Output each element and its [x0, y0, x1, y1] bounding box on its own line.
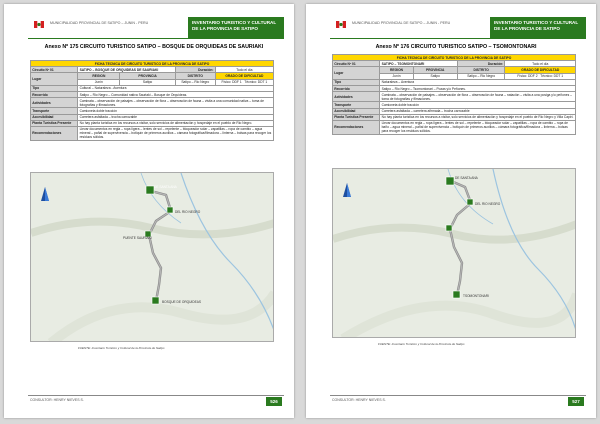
activities-value: Caminata – observación de paisajes – observación de flora – observación de fauna – visita a una comunidad nativa – toma de fotografías y filmaciones.: [78, 98, 274, 108]
accessibility-value: Carretera asfaltada – carretera afirmada – trocha carrozable: [380, 108, 576, 114]
district-value: Satipo – Rio Negro: [175, 79, 215, 85]
route-label: Recorrido: [31, 91, 78, 97]
district-header: DISTRITO: [457, 67, 505, 73]
accessibility-label: Accesibilidad: [31, 114, 78, 120]
type-value: Cultural – Naturaleza - Aventura: [78, 85, 274, 91]
recommendations-value: Llevar documentos en regla – ropa ligera – lentes de sol – repelente – bloqueador solar – zapatillas – ropa de cambio – ropa de baño – agua mineral – pañal de supervivencia – botiquín de primeros auxilios – cámara fotográfica/filmadora – linterna – bolsas para recoger los residuos sólidos.: [380, 120, 576, 134]
map-source-caption: FUENTE: Inventario Turístico y Cultural de la Provincia de Satipo: [378, 342, 465, 346]
tourist-plant-value: No hay planta turística en los recursos a visitar, solo servicios de alimentación y hospedaje en el pueblo de Rio Negro.: [78, 120, 274, 126]
municipality-name: MUNICIPALIDAD PROVINCIAL DE SATIPO – JUNIN - PERU: [50, 21, 149, 25]
transport-label: Transporte: [333, 102, 380, 108]
type-label: Tipo: [333, 79, 380, 85]
duration-value: Todo el día: [215, 67, 273, 73]
end-marker-icon: [453, 291, 460, 298]
tourist-plant-value: No hay planta turística en los recursos a visitar, solo servicios de alimentación y hospedaje en el pueblo de Rio Negro y Villa Capiri.: [380, 114, 576, 120]
map-label-3: PUENTE SAURIAKI: [123, 236, 152, 240]
province-value: Satipo: [413, 73, 457, 79]
map-label-2: DEL RIO NEGRO: [475, 202, 501, 206]
footer-divider: [28, 395, 284, 396]
municipal-logo-icon: [336, 21, 346, 28]
recommendations-label: Recomendaciones: [333, 120, 380, 134]
table-heading: FICHA TECNICA DE CIRCUITO TURISTICO DE LA PROVINCIA DE SATIPO: [31, 61, 274, 67]
page-526: [4, 4, 294, 418]
inventory-title-box: INVENTARIO TURISTICO Y CULTURAL DE LA PROVINCIA DE SATIPO: [490, 17, 586, 39]
accessibility-value: Carretera asfaltada – trocha carrozable: [78, 114, 274, 120]
route-map-image: [31, 173, 274, 342]
difficulty-header: GRADO DE DIFICULTAD: [505, 67, 576, 73]
circuit-label: Circuito Nº 01: [333, 61, 380, 67]
technical-difficulty: Técnico: DDT 1: [244, 80, 268, 85]
circuit-info-table: [332, 54, 576, 135]
tourist-plant-label: Planta Turística Presente: [333, 114, 380, 120]
recommendations-label: Recomendaciones: [31, 126, 78, 140]
transport-value: Camioneta doble tracción: [380, 102, 576, 108]
duration-label: Duración:: [457, 61, 505, 67]
page-number: 527: [568, 397, 584, 406]
recommendations-value: Llevar documentos en regla – ropa ligera – lentes de sol – repelente – bloqueador solar – zapatillas – ropa de cambio – agua mineral – pañal de supervivencia – botiquín de primeros auxilios – cámara fotográfica/filmadora – linterna – bolsas para recoger los residuos sólidos.: [78, 126, 274, 140]
footer-consultant: CONSULTOR: HENRY NIEVES S.: [30, 398, 84, 402]
page-header: [330, 14, 586, 38]
province-value: Satipo: [120, 79, 176, 85]
physical-difficulty: Físico: DDF 1: [221, 80, 242, 85]
type-value: Naturaleza – Aventura: [380, 79, 576, 85]
inventory-title-box: INVENTARIO TURISTICO Y CULTURAL DE LA PROVINCIA DE SATIPO: [188, 17, 284, 39]
map-label-4: BOSQUE DE ORQUIDEAS: [162, 300, 201, 304]
map-label-3: TSOMONTONARI: [463, 294, 489, 298]
district-header: DISTRITO: [175, 73, 215, 79]
route-map: [30, 172, 274, 342]
activities-label: Actividades: [333, 92, 380, 102]
circuit-name: SATIPO – BOSQUE DE ORQUIDEAS DE SAURIAKI: [78, 67, 176, 73]
start-marker-icon: [446, 177, 454, 185]
place-label: Lugar: [333, 67, 380, 79]
municipal-logo-icon: [34, 21, 44, 28]
circuit-info-table: [30, 60, 274, 141]
duration-value: Todo el día: [505, 61, 576, 67]
tourist-plant-label: Planta Turística Presente: [31, 120, 78, 126]
route-value: Satipo – Rio Negro – Comunidad nativa Sauriaki – Bosque de Orquídeas.: [78, 91, 274, 97]
difficulty-header: GRADO DE DIFICULTAD: [215, 73, 273, 79]
route-map-image: [333, 169, 576, 338]
page-527: [306, 4, 596, 418]
route-map: [332, 168, 576, 338]
district-value: Satipo – Rio Negro: [457, 73, 505, 79]
municipality-name: MUNICIPALIDAD PROVINCIAL DE SATIPO – JUNIN - PERU: [352, 21, 451, 25]
duration-label: Duración:: [175, 67, 215, 73]
header-divider: [330, 38, 586, 39]
transport-value: Camioneta doble tracción: [78, 108, 274, 114]
map-label-1: DE SANTA ANA: [154, 185, 177, 189]
page-header: [28, 14, 284, 38]
region-header: REGION: [380, 67, 413, 73]
region-value: Junín: [78, 79, 120, 85]
activities-label: Actividades: [31, 98, 78, 108]
start-marker-icon: [146, 186, 154, 194]
footer-consultant: CONSULTOR: HENRY NIEVES S.: [332, 398, 386, 402]
province-header: PROVINCIA: [413, 67, 457, 73]
mid-marker-icon: [167, 207, 173, 213]
footer-divider: [330, 395, 586, 396]
route-value: Satipo – Rio Negro – Tsomontonari – Pozas y/o Peñones.: [380, 85, 576, 91]
place-label: Lugar: [31, 73, 78, 85]
mid-marker-icon: [467, 199, 473, 205]
annex-title: Anexo Nº 176 CIRCUITO TURISTICO SATIPO – TSOMONTONARI: [375, 44, 537, 50]
accessibility-label: Accesibilidad: [333, 108, 380, 114]
region-header: REGION: [78, 73, 120, 79]
map-label-1: DE SANTA ANA: [455, 176, 478, 180]
region-value: Junín: [380, 73, 413, 79]
activities-value: Caminata – observación de paisajes – observación de flora – observación de fauna – natación – visita a una posiga y/o peñones – toma de fotografías y filmaciones.: [380, 92, 576, 102]
map-label-2: DEL RIO NEGRO: [175, 210, 201, 214]
annex-title: Anexo Nº 175 CIRCUITO TURISTICO SATIPO – BOSQUE DE ORQUIDEAS DE SAURIAKI: [44, 44, 264, 50]
mid-marker-2-icon: [446, 225, 452, 231]
header-divider: [28, 38, 284, 39]
transport-label: Transporte: [31, 108, 78, 114]
circuit-name: SATIPO – TSOMONTONARI: [380, 61, 457, 67]
type-label: Tipo: [31, 85, 78, 91]
page-number: 526: [266, 397, 282, 406]
province-header: PROVINCIA: [120, 73, 176, 79]
circuit-label: Circuito Nº 01: [31, 67, 78, 73]
route-label: Recorrido: [333, 85, 380, 91]
physical-difficulty: Físico: DDF 2: [517, 74, 538, 79]
map-source-caption: FUENTE: Inventario Turístico y Cultural de la Provincia de Satipo: [78, 346, 165, 350]
table-heading: FICHA TECNICA DE CIRCUITO TURISTICO DE LA PROVINCIA DE SATIPO: [333, 55, 576, 61]
end-marker-icon: [152, 297, 159, 304]
technical-difficulty: Técnico: DDT 1: [540, 74, 564, 79]
